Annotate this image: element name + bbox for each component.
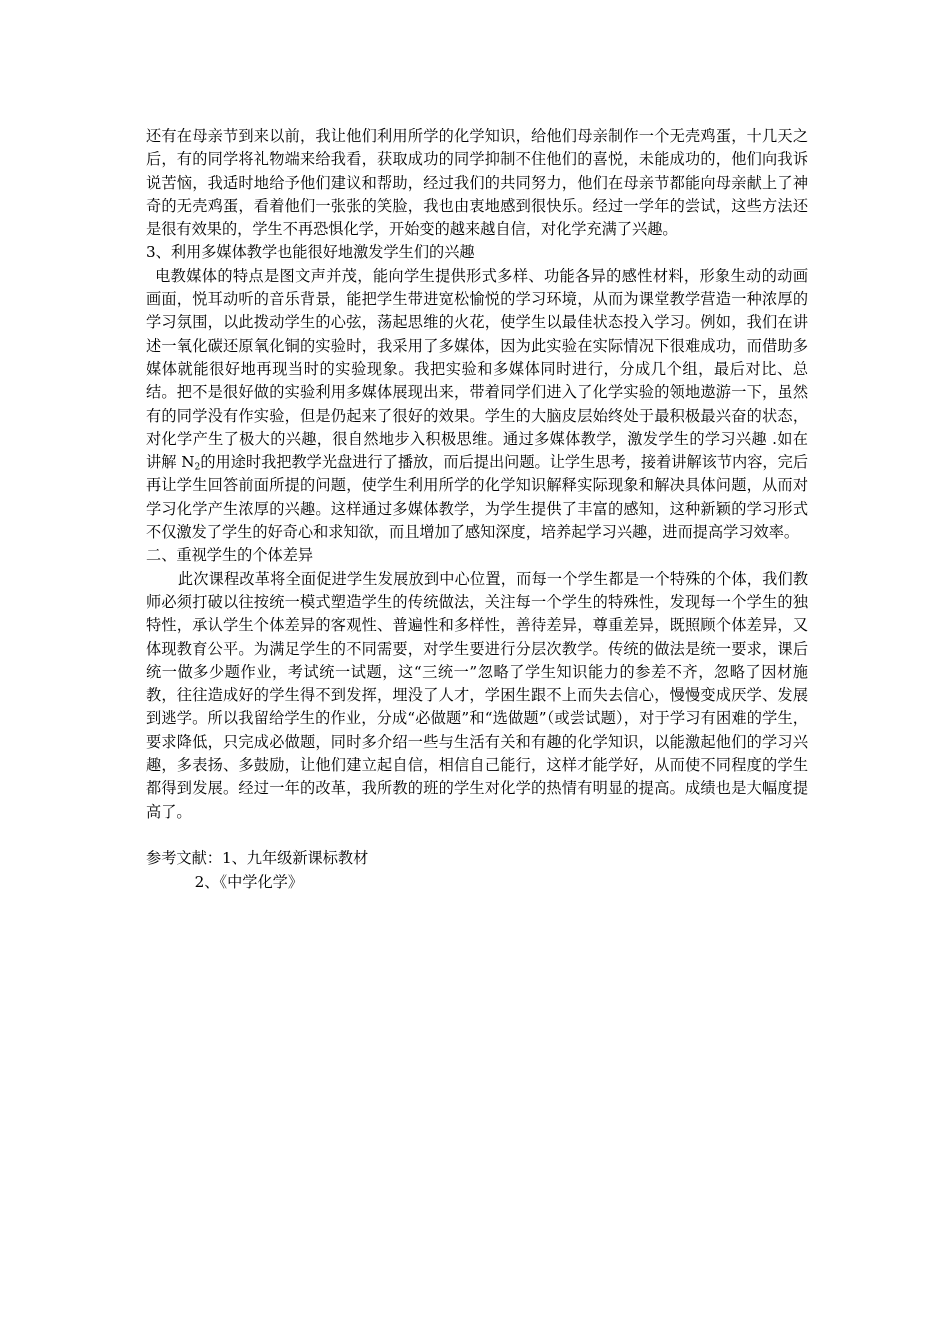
reference-1: 参考文献：1、九年级新课标教材 bbox=[146, 849, 369, 868]
heading-individual-differences: 二、重视学生的个体差异 bbox=[146, 546, 314, 565]
blank-line bbox=[146, 824, 808, 847]
paragraph-individual-differences: 此次课程改革将全面促进学生发展放到中心位置，而每一个学生都是一个特殊的个体，我们教师必须打破以往按统一模式塑造学生的传统做法，关注每一个学生的特殊性，发现每一个学生的独特性，承认学生个体差异的客观性、普遍性和多样性，善待差异，尊重差异，既照顾个体差异，又体现教育公平。为满足学生的不同需要，对学生要进行分层次教学。传统的做法是统一要求，课后统一做多少题作业，考试统一试题，这“三统一”忽略了学生知识能力的参差不齐，忽略了因材施教，往往造成好的学生得不到发挥，埋没了人才，学困生跟不上而失去信心，慢慢变成厌学、发展到逃学。所以我留给学生的作业，分成“必做题”和“选做题”（或尝试题），对于学习有困难的学生，要求降低，只完成必做题，同时多介绍一些与生活有关和有趣的化学知识，以能激起他们的学习兴趣，多表扬、多鼓励，让他们建立起自信，相信自己能行，这样才能学好，从而使不同程度的学生都得到发展。经过一年的改革，我所教的班的学生对化学的热情有明显的提高。成绩也是大幅度提高了。 bbox=[146, 569, 808, 821]
nitrogen-subscript: 2 bbox=[194, 462, 201, 473]
heading-multimedia: 3、利用多媒体教学也能很好地激发学生们的兴趣 bbox=[146, 243, 475, 262]
paragraph-eggshell: 还有在母亲节到来以前，我让他们利用所学的化学知识，给他们母亲制作一个无壳鸡蛋，十几天之后，有的同学将礼物端来给我看，获取成功的同学抑制不住他们的喜悦，未能成功的，他们向我诉说苦恼，我适时地给予他们建议和帮助，经过我们的共同努力，他们在母亲节都能向母亲献上了神奇的无壳鸡蛋，看着他们一张张的笑脸，我也由衷地感到很快乐。经过一学年的尝试，这些方法还是很有效果的，学生不再恐惧化学，开始变的越来越自信，对化学充满了兴趣。 bbox=[146, 127, 808, 239]
paragraph-multimedia bbox=[146, 265, 808, 545]
document-page bbox=[146, 125, 808, 894]
reference-2: 2、《中学化学》 bbox=[194, 872, 304, 891]
paragraph-multimedia-part2: 的用途时我把教学光盘进行了播放，而后提出问题。让学生思考，接着讲解该节内容，完后再让学生回答前面所提的问题，使学生利用所学的化学知识解释实际现象和解决具体问题，从而对学习化学产生浓厚的兴趣。这样通过多媒体教学，为学生提供了丰富的感知，这种新颖的学习形式不仅激发了学生的好奇心和求知欲，而且增加了感知深度，培养起学习兴趣，进而提高学习效率。 bbox=[146, 453, 809, 542]
paragraph-multimedia-part1: 电教媒体的特点是图文声并茂，能向学生提供形式多样、功能各异的感性材料，形象生动的动画画面，悦耳动听的音乐背景，能把学生带进宽松愉悦的学习环境，从而为课堂教学营造一种浓厚的学习氛围，以此拨动学生的心弦，荡起思维的火花，使学生以最佳状态投入学习。例如，我们在讲述一氧化碳还原氧化铜的实验时，我采用了多媒体，因为此实验在实际情况下很难成功，而借助多媒体就能很好地再现当时的实验现象。我把实验和多媒体同时进行，分成几个组，最后对比、总结。把不是很好做的实验利用多媒体展现出来，带着同学们进入了化学实验的领地遨游一下，虽然有的同学没有作实验，但是仍起来了很好的效果。学生的大脑皮层始终处于最积极最兴奋的状态，对化学产生了极大的兴趣，很自然地步入积极思维。通过多媒体教学，激发学生的学习兴趣 .如在讲解 N bbox=[146, 266, 808, 472]
